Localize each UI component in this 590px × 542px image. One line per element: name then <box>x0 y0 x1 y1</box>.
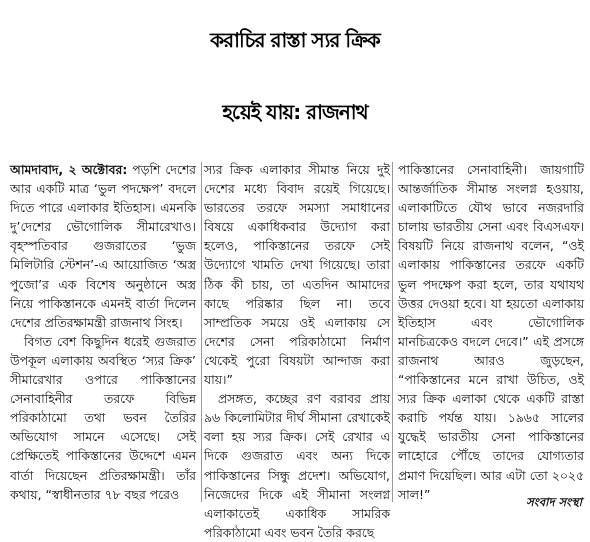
article-column-3 <box>398 160 584 505</box>
article-column-2 <box>204 160 390 540</box>
paragraph-text: পড়শি দেশের আর একটি মাত্র ‘ভুল পদক্ষেপ’ বদলে দিতে পারে এলাকার ইতিহাস। এমনকি দু’দেশের ভৌগোলিক সীমারেখাও। বৃহস্পতিবার গুজরাতের ‘ভুজ মিলিটারি স্টেশন’-এ আয়োজিত ‘অস্ত্র পুজো’র এক বিশেষ অনুষ্ঠানে অস্ত্র নিয়ে পাকিস্তানকে এমনই বার্তা দিলেন দেশের প্রতিরক্ষামন্ত্রী রাজনাথ সিংহ। <box>10 162 196 330</box>
article-paragraph: পাকিস্তানের সেনাবাহিনী। জায়গাটি আন্তর্জাতিক সীমান্ত সংলগ্ন হওয়ায়, এলাকাটিতে যৌথ ভাবে নজরদারি চালায় ভারতীয় সেনা এবং বিএসএফ। বিষয়টি নিয়ে রাজনাথ বলেন, “ওই এলাকায় পাকিস্তানের তরফে একটি ভুল পদক্ষেপ করা হলে, তার যথাযথ উত্তর দেওয়া হবে। যা হয়তো এলাকায় ইতিহাস এবং ভৌগোলিক মানচিত্রকেও বদলে দেবে।” এই প্রসঙ্গে রাজনাথ আরও জুড়ছেন, “পাকিস্তানের মনে রাখা উচিত, ওই স্যর ক্রিক এলাকা থেকে একটি রাস্তা করাচি পর্যন্ত যায়। ১৯৬৫ সালের যুদ্ধেই ভারতীয় সেনা পাকিস্তানের লাহোরে পৌঁছে তাদের যোগ্যতার প্রমাণ দিয়েছিল। আর এটা তো ২০২৫ সাল!” <box>398 162 584 502</box>
headline-line-2: হয়েই যায়: রাজনাথ <box>222 100 368 124</box>
article-column-1 <box>10 160 196 505</box>
headline-line-1: করাচির রাস্তা স্যর ক্রিক <box>210 28 380 52</box>
dateline: আমদাবাদ, ২ অক্টোবর: <box>10 162 128 177</box>
article-paragraph: বিগত বেশ কিছুদিন ধরেই গুজরাত উপকূল এলাকায় অবস্থিত ‘স্যর ক্রিক’ সীমারেখার ওপারে পাকিস্তানের সেনাবাহিনীর তরফে বিভিন্ন পরিকাঠামো তথা ভবন তৈরির অভিযোগ সামনে এসেছে। সেই প্রেক্ষিতেই পাকিস্তানের উদ্দেশে এমন বার্তা দিয়েছেন প্রতিরক্ষামন্ত্রী। তাঁর কথায়, “স্বাধীনতার ৭৮ বছর পরেও <box>10 333 196 502</box>
article-body <box>10 160 584 540</box>
article-paragraph: স্যর ক্রিক এলাকার সীমান্ত নিয়ে দুই দেশের মধ্যে বিবাদ রয়েই গিয়েছে। ভারতের তরফে সমস্যা সমাধানের বিষয়ে একাধিকবার উদ্যোগ করা হলেও, পাকিস্তানের তরফে সেই উদ্যোগে খামতি দেখা গিয়েছে। তারা ঠিক কী চায়, তা এতদিন আমাদের কাছে পরিষ্কার ছিল না। তবে সাম্প্রতিক সময়ে ওই এলাকায় সে দেশের সেনা পরিকাঠামো নির্মাণ থেকেই পুরো বিষয়টা আন্দাজ করা যায়।” <box>204 162 390 388</box>
article-paragraph <box>10 160 196 332</box>
article-paragraph: প্রসঙ্গত, কচ্ছের রণ বরাবর প্রায় ৯৬ কিলোমিটার দীর্ঘ সীমানা রেখাকেই বলা হয় স্যর ক্রিক। সেই রেখার এ দিকে গুজরাত এবং অন্য দিকে পাকিস্তানের সিন্ধু প্রদেশ। অভিযোগ, নিজেদের দিকে এই সীমানা সংলগ্ন এলাকাতেই একাধিক সামরিক পরিকাঠামো এবং ভবন তৈরি করছে <box>204 391 390 540</box>
news-agency-credit: সংবাদ সংস্থা <box>526 495 582 509</box>
